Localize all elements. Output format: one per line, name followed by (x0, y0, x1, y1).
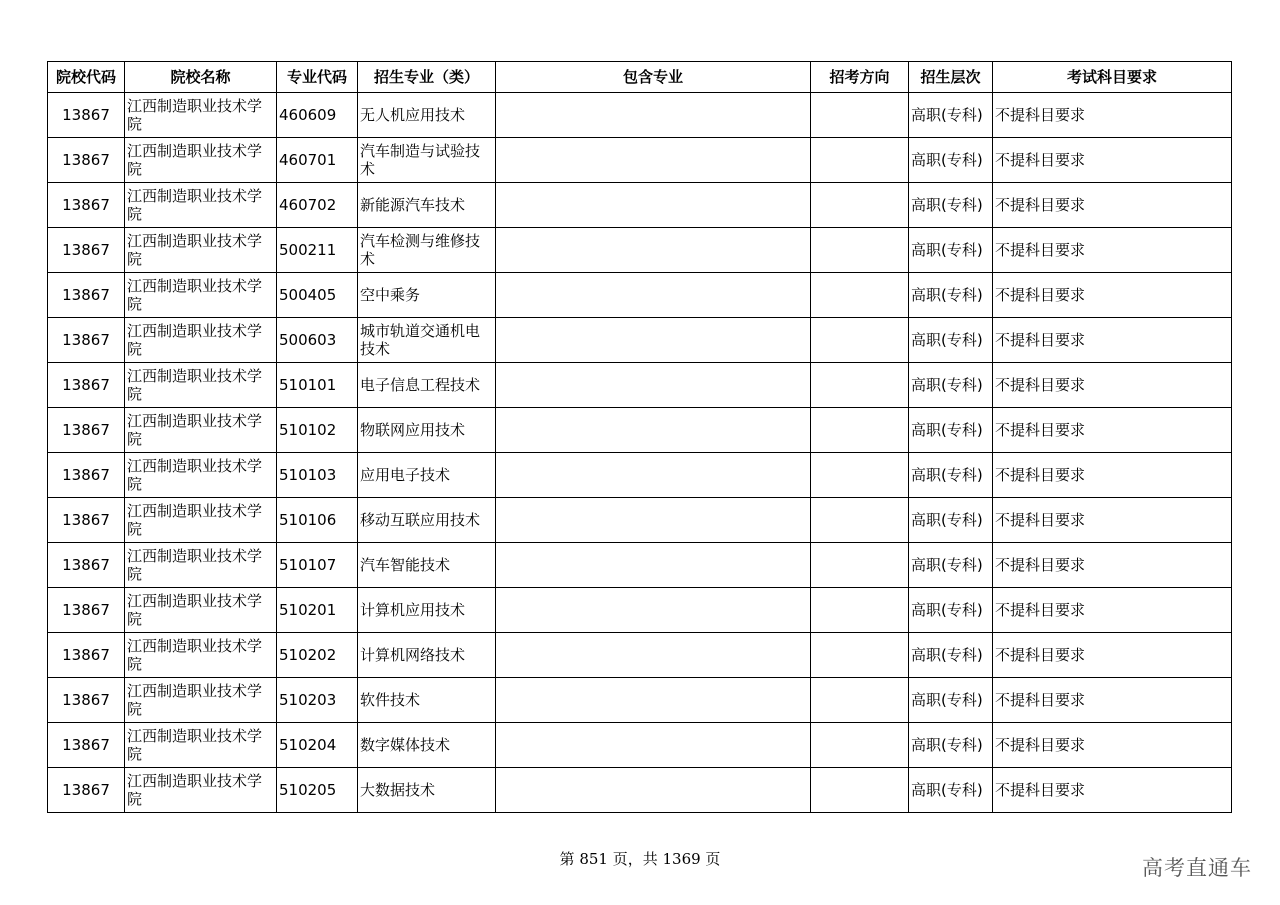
school-code-cell: 13867 (48, 498, 125, 543)
school-name-cell: 江西制造职业技术学院 (125, 363, 277, 408)
school-name-cell: 江西制造职业技术学院 (125, 138, 277, 183)
school-code-cell: 13867 (48, 453, 125, 498)
direction-cell (811, 93, 909, 138)
school-code-cell: 13867 (48, 228, 125, 273)
major-code-cell: 500211 (277, 228, 358, 273)
level-cell: 高职(专科) (909, 408, 993, 453)
table-row (48, 588, 1232, 633)
level-cell: 高职(专科) (909, 498, 993, 543)
included-majors-cell (496, 228, 811, 273)
direction-cell (811, 318, 909, 363)
watermark-text: 高考直通车 (1142, 856, 1252, 880)
subject-requirement-cell: 不提科目要求 (993, 768, 1232, 813)
major-code-cell: 460701 (277, 138, 358, 183)
major-name-cell: 应用电子技术 (358, 453, 496, 498)
major-name-cell: 物联网应用技术 (358, 408, 496, 453)
included-majors-cell (496, 363, 811, 408)
subject-requirement-cell: 不提科目要求 (993, 273, 1232, 318)
major-code-cell: 510103 (277, 453, 358, 498)
level-cell: 高职(专科) (909, 723, 993, 768)
direction-cell (811, 138, 909, 183)
level-cell: 高职(专科) (909, 543, 993, 588)
school-name-cell: 江西制造职业技术学院 (125, 588, 277, 633)
school-code-cell: 13867 (48, 138, 125, 183)
table-row (48, 138, 1232, 183)
level-cell: 高职(专科) (909, 453, 993, 498)
subject-requirement-cell: 不提科目要求 (993, 543, 1232, 588)
subject-requirement-cell: 不提科目要求 (993, 498, 1232, 543)
school-name-cell: 江西制造职业技术学院 (125, 318, 277, 363)
table-row (48, 768, 1232, 813)
included-majors-cell (496, 183, 811, 228)
level-cell: 高职(专科) (909, 273, 993, 318)
school-code-cell: 13867 (48, 588, 125, 633)
subject-requirement-cell: 不提科目要求 (993, 453, 1232, 498)
table-header (48, 62, 1232, 93)
school-code-cell: 13867 (48, 633, 125, 678)
included-majors-cell (496, 408, 811, 453)
included-majors-cell (496, 633, 811, 678)
major-name-cell: 汽车智能技术 (358, 543, 496, 588)
direction-cell (811, 183, 909, 228)
major-name-cell: 城市轨道交通机电技术 (358, 318, 496, 363)
school-name-cell: 江西制造职业技术学院 (125, 498, 277, 543)
direction-cell (811, 363, 909, 408)
major-code-cell: 510203 (277, 678, 358, 723)
school-name-cell: 江西制造职业技术学院 (125, 723, 277, 768)
school-name-cell: 江西制造职业技术学院 (125, 273, 277, 318)
subject-requirement-cell: 不提科目要求 (993, 318, 1232, 363)
column-header: 专业代码 (277, 62, 358, 93)
major-code-cell: 510101 (277, 363, 358, 408)
table-body (48, 93, 1232, 813)
major-name-cell: 新能源汽车技术 (358, 183, 496, 228)
included-majors-cell (496, 318, 811, 363)
school-name-cell: 江西制造职业技术学院 (125, 453, 277, 498)
subject-requirement-cell: 不提科目要求 (993, 363, 1232, 408)
school-code-cell: 13867 (48, 183, 125, 228)
table-row (48, 228, 1232, 273)
major-code-cell: 510205 (277, 768, 358, 813)
major-name-cell: 软件技术 (358, 678, 496, 723)
direction-cell (811, 273, 909, 318)
subject-requirement-cell: 不提科目要求 (993, 633, 1232, 678)
level-cell: 高职(专科) (909, 93, 993, 138)
level-cell: 高职(专科) (909, 588, 993, 633)
table-row (48, 453, 1232, 498)
table-row (48, 543, 1232, 588)
included-majors-cell (496, 93, 811, 138)
major-code-cell: 510106 (277, 498, 358, 543)
school-code-cell: 13867 (48, 768, 125, 813)
school-code-cell: 13867 (48, 408, 125, 453)
school-code-cell: 13867 (48, 273, 125, 318)
subject-requirement-cell: 不提科目要求 (993, 138, 1232, 183)
table-row (48, 498, 1232, 543)
major-name-cell: 汽车制造与试验技术 (358, 138, 496, 183)
major-name-cell: 大数据技术 (358, 768, 496, 813)
level-cell: 高职(专科) (909, 183, 993, 228)
direction-cell (811, 633, 909, 678)
subject-requirement-cell: 不提科目要求 (993, 183, 1232, 228)
column-header: 包含专业 (496, 62, 811, 93)
header-row (48, 62, 1232, 93)
included-majors-cell (496, 678, 811, 723)
level-cell: 高职(专科) (909, 318, 993, 363)
level-cell: 高职(专科) (909, 633, 993, 678)
subject-requirement-cell: 不提科目要求 (993, 588, 1232, 633)
included-majors-cell (496, 588, 811, 633)
included-majors-cell (496, 498, 811, 543)
column-header: 考试科目要求 (993, 62, 1232, 93)
direction-cell (811, 588, 909, 633)
included-majors-cell (496, 768, 811, 813)
school-code-cell: 13867 (48, 678, 125, 723)
major-name-cell: 电子信息工程技术 (358, 363, 496, 408)
level-cell: 高职(专科) (909, 768, 993, 813)
subject-requirement-cell: 不提科目要求 (993, 93, 1232, 138)
major-code-cell: 500405 (277, 273, 358, 318)
school-code-cell: 13867 (48, 93, 125, 138)
major-code-cell: 460609 (277, 93, 358, 138)
school-code-cell: 13867 (48, 543, 125, 588)
level-cell: 高职(专科) (909, 138, 993, 183)
school-code-cell: 13867 (48, 363, 125, 408)
school-name-cell: 江西制造职业技术学院 (125, 633, 277, 678)
table-row (48, 318, 1232, 363)
table-row (48, 93, 1232, 138)
column-header: 招生专业（类） (358, 62, 496, 93)
major-name-cell: 汽车检测与维修技术 (358, 228, 496, 273)
table-row (48, 183, 1232, 228)
column-header: 招生层次 (909, 62, 993, 93)
column-header: 院校代码 (48, 62, 125, 93)
major-name-cell: 计算机网络技术 (358, 633, 496, 678)
table-row (48, 363, 1232, 408)
direction-cell (811, 768, 909, 813)
major-name-cell: 计算机应用技术 (358, 588, 496, 633)
major-name-cell: 移动互联应用技术 (358, 498, 496, 543)
table-row (48, 678, 1232, 723)
school-name-cell: 江西制造职业技术学院 (125, 408, 277, 453)
included-majors-cell (496, 138, 811, 183)
school-name-cell: 江西制造职业技术学院 (125, 183, 277, 228)
included-majors-cell (496, 723, 811, 768)
subject-requirement-cell: 不提科目要求 (993, 228, 1232, 273)
school-name-cell: 江西制造职业技术学院 (125, 678, 277, 723)
subject-requirement-cell: 不提科目要求 (993, 723, 1232, 768)
major-code-cell: 460702 (277, 183, 358, 228)
school-code-cell: 13867 (48, 318, 125, 363)
level-cell: 高职(专科) (909, 363, 993, 408)
direction-cell (811, 543, 909, 588)
major-code-cell: 510201 (277, 588, 358, 633)
subject-requirement-cell: 不提科目要求 (993, 408, 1232, 453)
school-code-cell: 13867 (48, 723, 125, 768)
major-code-cell: 510102 (277, 408, 358, 453)
column-header: 招考方向 (811, 62, 909, 93)
school-name-cell: 江西制造职业技术学院 (125, 93, 277, 138)
subject-requirement-cell: 不提科目要求 (993, 678, 1232, 723)
school-name-cell: 江西制造职业技术学院 (125, 768, 277, 813)
major-code-cell: 500603 (277, 318, 358, 363)
table-row (48, 633, 1232, 678)
included-majors-cell (496, 453, 811, 498)
admission-table (47, 61, 1232, 813)
major-name-cell: 空中乘务 (358, 273, 496, 318)
table-row (48, 723, 1232, 768)
direction-cell (811, 678, 909, 723)
level-cell: 高职(专科) (909, 228, 993, 273)
major-name-cell: 数字媒体技术 (358, 723, 496, 768)
major-name-cell: 无人机应用技术 (358, 93, 496, 138)
school-name-cell: 江西制造职业技术学院 (125, 543, 277, 588)
included-majors-cell (496, 543, 811, 588)
direction-cell (811, 453, 909, 498)
table-row (48, 408, 1232, 453)
level-cell: 高职(专科) (909, 678, 993, 723)
school-name-cell: 江西制造职业技术学院 (125, 228, 277, 273)
major-code-cell: 510107 (277, 543, 358, 588)
direction-cell (811, 498, 909, 543)
direction-cell (811, 228, 909, 273)
major-code-cell: 510202 (277, 633, 358, 678)
page-number-footer: 第 851 页，共 1369 页 (559, 850, 721, 868)
table-row (48, 273, 1232, 318)
direction-cell (811, 408, 909, 453)
included-majors-cell (496, 273, 811, 318)
direction-cell (811, 723, 909, 768)
column-header: 院校名称 (125, 62, 277, 93)
major-code-cell: 510204 (277, 723, 358, 768)
